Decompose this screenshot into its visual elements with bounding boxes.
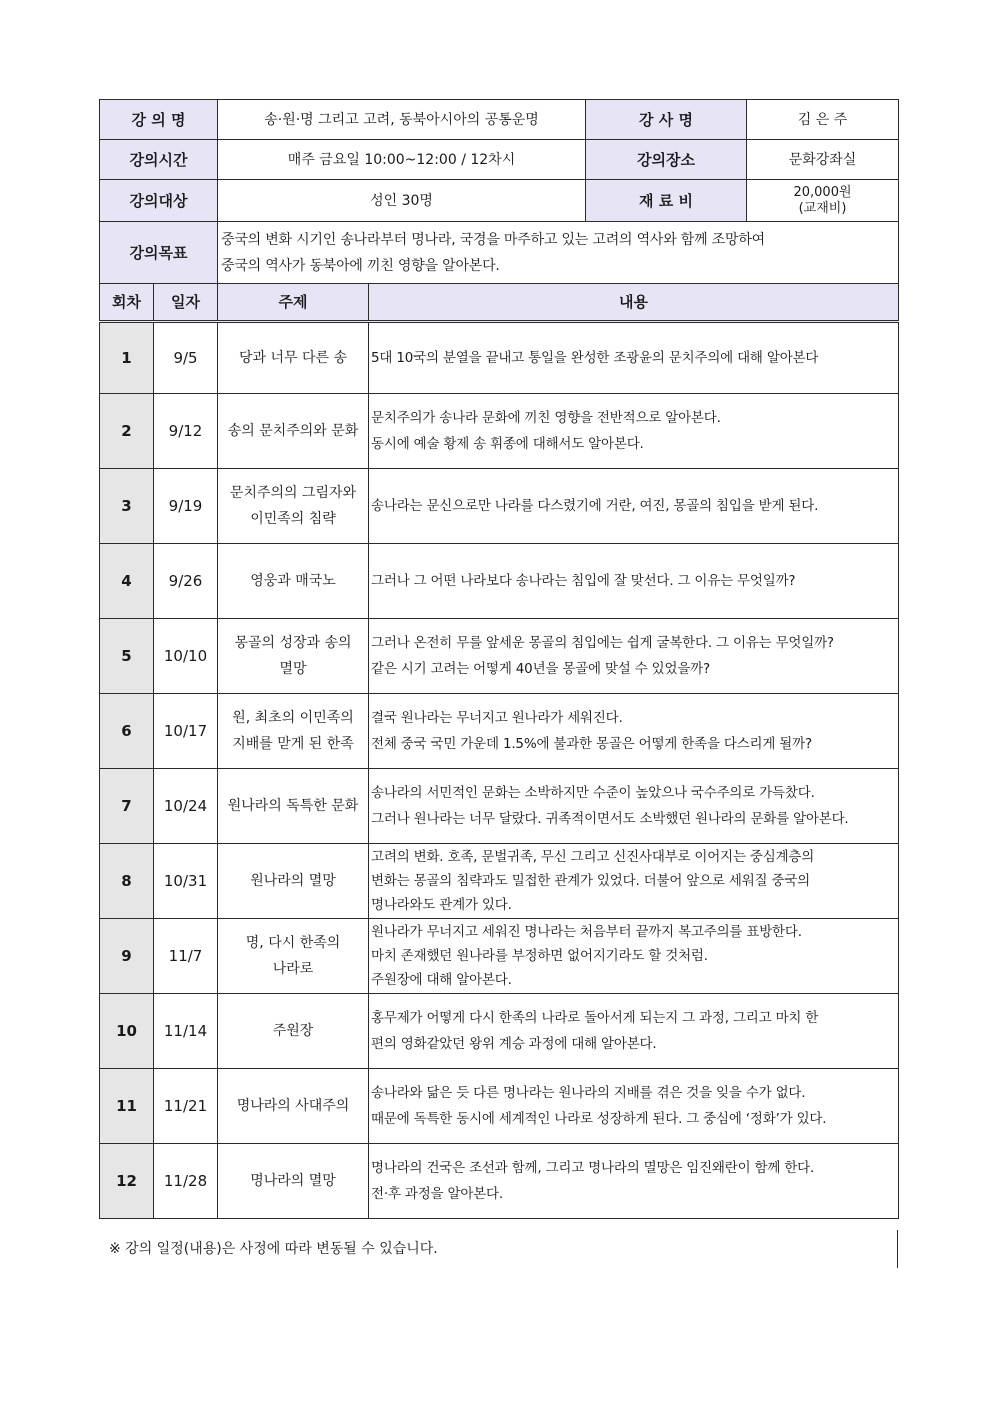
topic-line: 나라로 <box>272 961 314 977</box>
table-row <box>100 994 899 1069</box>
content-line: 원나라가 무너지고 세워진 명나라는 처음부터 끝까지 복고주의를 표방한다. <box>371 924 802 940</box>
table-row <box>100 619 899 694</box>
place-label: 강의장소 <box>586 140 747 180</box>
content-line: 송나라와 닮은 듯 다른 명나라는 원나라의 지배를 겪은 것을 잊을 수가 없다. <box>371 1085 806 1101</box>
fee-label: 재 료 비 <box>586 180 747 222</box>
content-line: 5대 10국의 분열을 끝내고 통일을 완성한 조광윤의 문치주의에 대해 알아본다 <box>371 350 819 366</box>
content-line: 그러나 그 어떤 나라보다 송나라는 침입에 잘 맞선다. 그 이유는 무엇일까? <box>371 573 796 589</box>
instructor-name: 김 은 주 <box>747 100 899 140</box>
topic-line: 지배를 맏게 된 한족 <box>232 736 354 752</box>
session-number: 3 <box>100 469 154 544</box>
lecture-time: 매주 금요일 10:00~12:00 / 12차시 <box>218 140 586 180</box>
table-row <box>100 469 899 544</box>
fee-note: (교재비) <box>798 200 847 216</box>
session-number: 12 <box>100 1144 154 1219</box>
time-label: 강의시간 <box>100 140 218 180</box>
session-content <box>369 469 899 544</box>
session-number: 2 <box>100 394 154 469</box>
session-number: 9 <box>100 919 154 994</box>
session-topic <box>218 469 369 544</box>
topic-line: 당과 너무 다른 송 <box>239 350 348 366</box>
session-date: 10/10 <box>154 619 218 694</box>
session-date: 9/26 <box>154 544 218 619</box>
course-info-table <box>99 99 899 1219</box>
content-line: 마치 존재했던 원나라를 부정하면 없어지기라도 할 것처럼. <box>371 948 708 964</box>
session-date: 11/14 <box>154 994 218 1069</box>
session-number: 1 <box>100 322 154 394</box>
col-header-session: 회차 <box>100 284 154 322</box>
session-number: 4 <box>100 544 154 619</box>
topic-line: 원나라의 독특한 문화 <box>227 798 359 814</box>
topic-line: 명나라의 멸망 <box>250 1173 336 1189</box>
session-number: 7 <box>100 769 154 844</box>
table-row <box>100 322 899 394</box>
session-content <box>369 619 899 694</box>
content-line: 편의 영화같았던 왕위 계승 과정에 대해 알아본다. <box>371 1036 657 1052</box>
content-line: 명나라의 건국은 조선과 함께, 그리고 명나라의 멸망은 임진왜란이 함께 한다. <box>371 1160 815 1176</box>
session-number: 8 <box>100 844 154 919</box>
topic-line: 명나라의 사대주의 <box>236 1098 350 1114</box>
session-number: 10 <box>100 994 154 1069</box>
table-row <box>100 844 899 919</box>
session-content <box>369 544 899 619</box>
content-line: 주원장에 대해 알아본다. <box>371 972 512 988</box>
session-content <box>369 1069 899 1144</box>
goal-label: 강의목표 <box>100 222 218 284</box>
session-topic <box>218 394 369 469</box>
target-label: 강의대상 <box>100 180 218 222</box>
session-date: 10/24 <box>154 769 218 844</box>
session-date: 11/7 <box>154 919 218 994</box>
table-row <box>100 769 899 844</box>
topic-line: 명, 다시 한족의 <box>245 935 341 951</box>
topic-line: 몽골의 성장과 송의 <box>234 635 352 651</box>
lecture-target: 성인 30명 <box>218 180 586 222</box>
session-topic <box>218 1069 369 1144</box>
content-line: 명나라와도 관계가 있다. <box>371 897 512 913</box>
session-content <box>369 994 899 1069</box>
session-number: 6 <box>100 694 154 769</box>
session-date: 9/19 <box>154 469 218 544</box>
session-content <box>369 694 899 769</box>
table-row <box>100 1144 899 1219</box>
session-date: 10/17 <box>154 694 218 769</box>
content-line: 전체 중국 국민 가운데 1.5%에 불과한 몽골은 어떻게 한족을 다스리게 될까? <box>371 736 812 752</box>
content-line: 홍무제가 어떻게 다시 한족의 나라로 돌아서게 되는지 그 과정, 그리고 마치 한 <box>371 1010 819 1026</box>
instructor-label: 강 사 명 <box>586 100 747 140</box>
session-content <box>369 322 899 394</box>
session-topic <box>218 1144 369 1219</box>
session-topic <box>218 619 369 694</box>
table-row <box>100 919 899 994</box>
session-date: 11/21 <box>154 1069 218 1144</box>
session-date: 9/12 <box>154 394 218 469</box>
col-header-content: 내용 <box>369 284 899 322</box>
syllabus <box>99 99 898 1219</box>
content-line: 동시에 예술 황제 송 휘종에 대해서도 알아본다. <box>371 436 644 452</box>
content-line: 변화는 몽골의 침략과도 밀접한 관계가 있었다. 더불어 앞으로 세워질 중국의 <box>371 873 810 889</box>
table-row <box>100 394 899 469</box>
lecture-place: 문화강좌실 <box>747 140 899 180</box>
content-line: 같은 시기 고려는 어떻게 40년을 몽골에 맞설 수 있었을까? <box>371 661 710 677</box>
topic-line: 주원장 <box>272 1023 314 1039</box>
goal-line-1: 중국의 변화 시기인 송나라부터 명나라, 국경을 마주하고 있는 고려의 역사와 함께 조망하여 <box>221 231 766 248</box>
session-date: 11/28 <box>154 1144 218 1219</box>
content-line: 때문에 독특한 동시에 세계적인 나라로 성장하게 된다. 그 중심에 ‘정화’가 있다. <box>371 1111 827 1127</box>
course-name-label: 강 의 명 <box>100 100 218 140</box>
content-line: 고려의 변화. 호족, 문벌귀족, 무신 그리고 신진사대부로 이어지는 중심계층의 <box>371 849 815 865</box>
content-line: 그러나 원나라는 너무 달랐다. 귀족적이면서도 소박했던 원나라의 문화를 알아본다. <box>371 811 849 827</box>
col-header-date: 일자 <box>154 284 218 322</box>
material-fee <box>747 180 899 222</box>
content-line: 송나라는 문신으로만 나라를 다스렸기에 거란, 여진, 몽골의 침입을 받게 된다. <box>371 498 819 514</box>
session-topic <box>218 919 369 994</box>
session-topic <box>218 994 369 1069</box>
col-header-topic: 주제 <box>218 284 369 322</box>
content-line: 송나라의 서민적인 문화는 소박하지만 수준이 높았으나 국수주의로 가득찼다. <box>371 785 815 801</box>
session-topic <box>218 544 369 619</box>
session-topic <box>218 694 369 769</box>
session-number: 11 <box>100 1069 154 1144</box>
schedule-rows <box>100 322 899 1219</box>
session-number: 5 <box>100 619 154 694</box>
session-content <box>369 394 899 469</box>
topic-line: 원, 최초의 이민족의 <box>232 710 354 726</box>
content-line: 결국 원나라는 무너지고 원나라가 세워진다. <box>371 710 623 726</box>
session-topic <box>218 844 369 919</box>
table-row <box>100 694 899 769</box>
topic-line: 영웅과 매국노 <box>250 573 336 589</box>
course-name: 송·원·명 그리고 고려, 동북아시아의 공통운명 <box>218 100 586 140</box>
table-row <box>100 1069 899 1144</box>
footer-note: ※ 강의 일정(내용)은 사정에 따라 변동될 수 있습니다. <box>99 1230 898 1268</box>
topic-line: 멸망 <box>279 661 307 677</box>
topic-line: 원나라의 멸망 <box>250 873 336 889</box>
session-topic <box>218 769 369 844</box>
topic-line: 문치주의의 그림자와 <box>229 485 357 501</box>
goal-line-2: 중국의 역사가 동북아에 끼친 영향을 알아본다. <box>221 257 500 274</box>
content-line: 전·후 과정을 알아본다. <box>371 1186 503 1202</box>
lecture-goal <box>218 222 899 284</box>
content-line: 문치주의가 송나라 문화에 끼친 영향을 전반적으로 알아본다. <box>371 410 721 426</box>
session-date: 10/31 <box>154 844 218 919</box>
topic-line: 송의 문치주의와 문화 <box>227 423 359 439</box>
fee-amount: 20,000원 <box>793 184 852 200</box>
topic-line: 이민족의 침략 <box>250 511 336 527</box>
session-content <box>369 919 899 994</box>
session-date: 9/5 <box>154 322 218 394</box>
table-row <box>100 544 899 619</box>
session-content <box>369 1144 899 1219</box>
session-content <box>369 769 899 844</box>
content-line: 그러나 온전히 무를 앞세운 몽골의 침입에는 쉽게 굴복한다. 그 이유는 무엇일까? <box>371 635 834 651</box>
session-content <box>369 844 899 919</box>
session-topic <box>218 322 369 394</box>
